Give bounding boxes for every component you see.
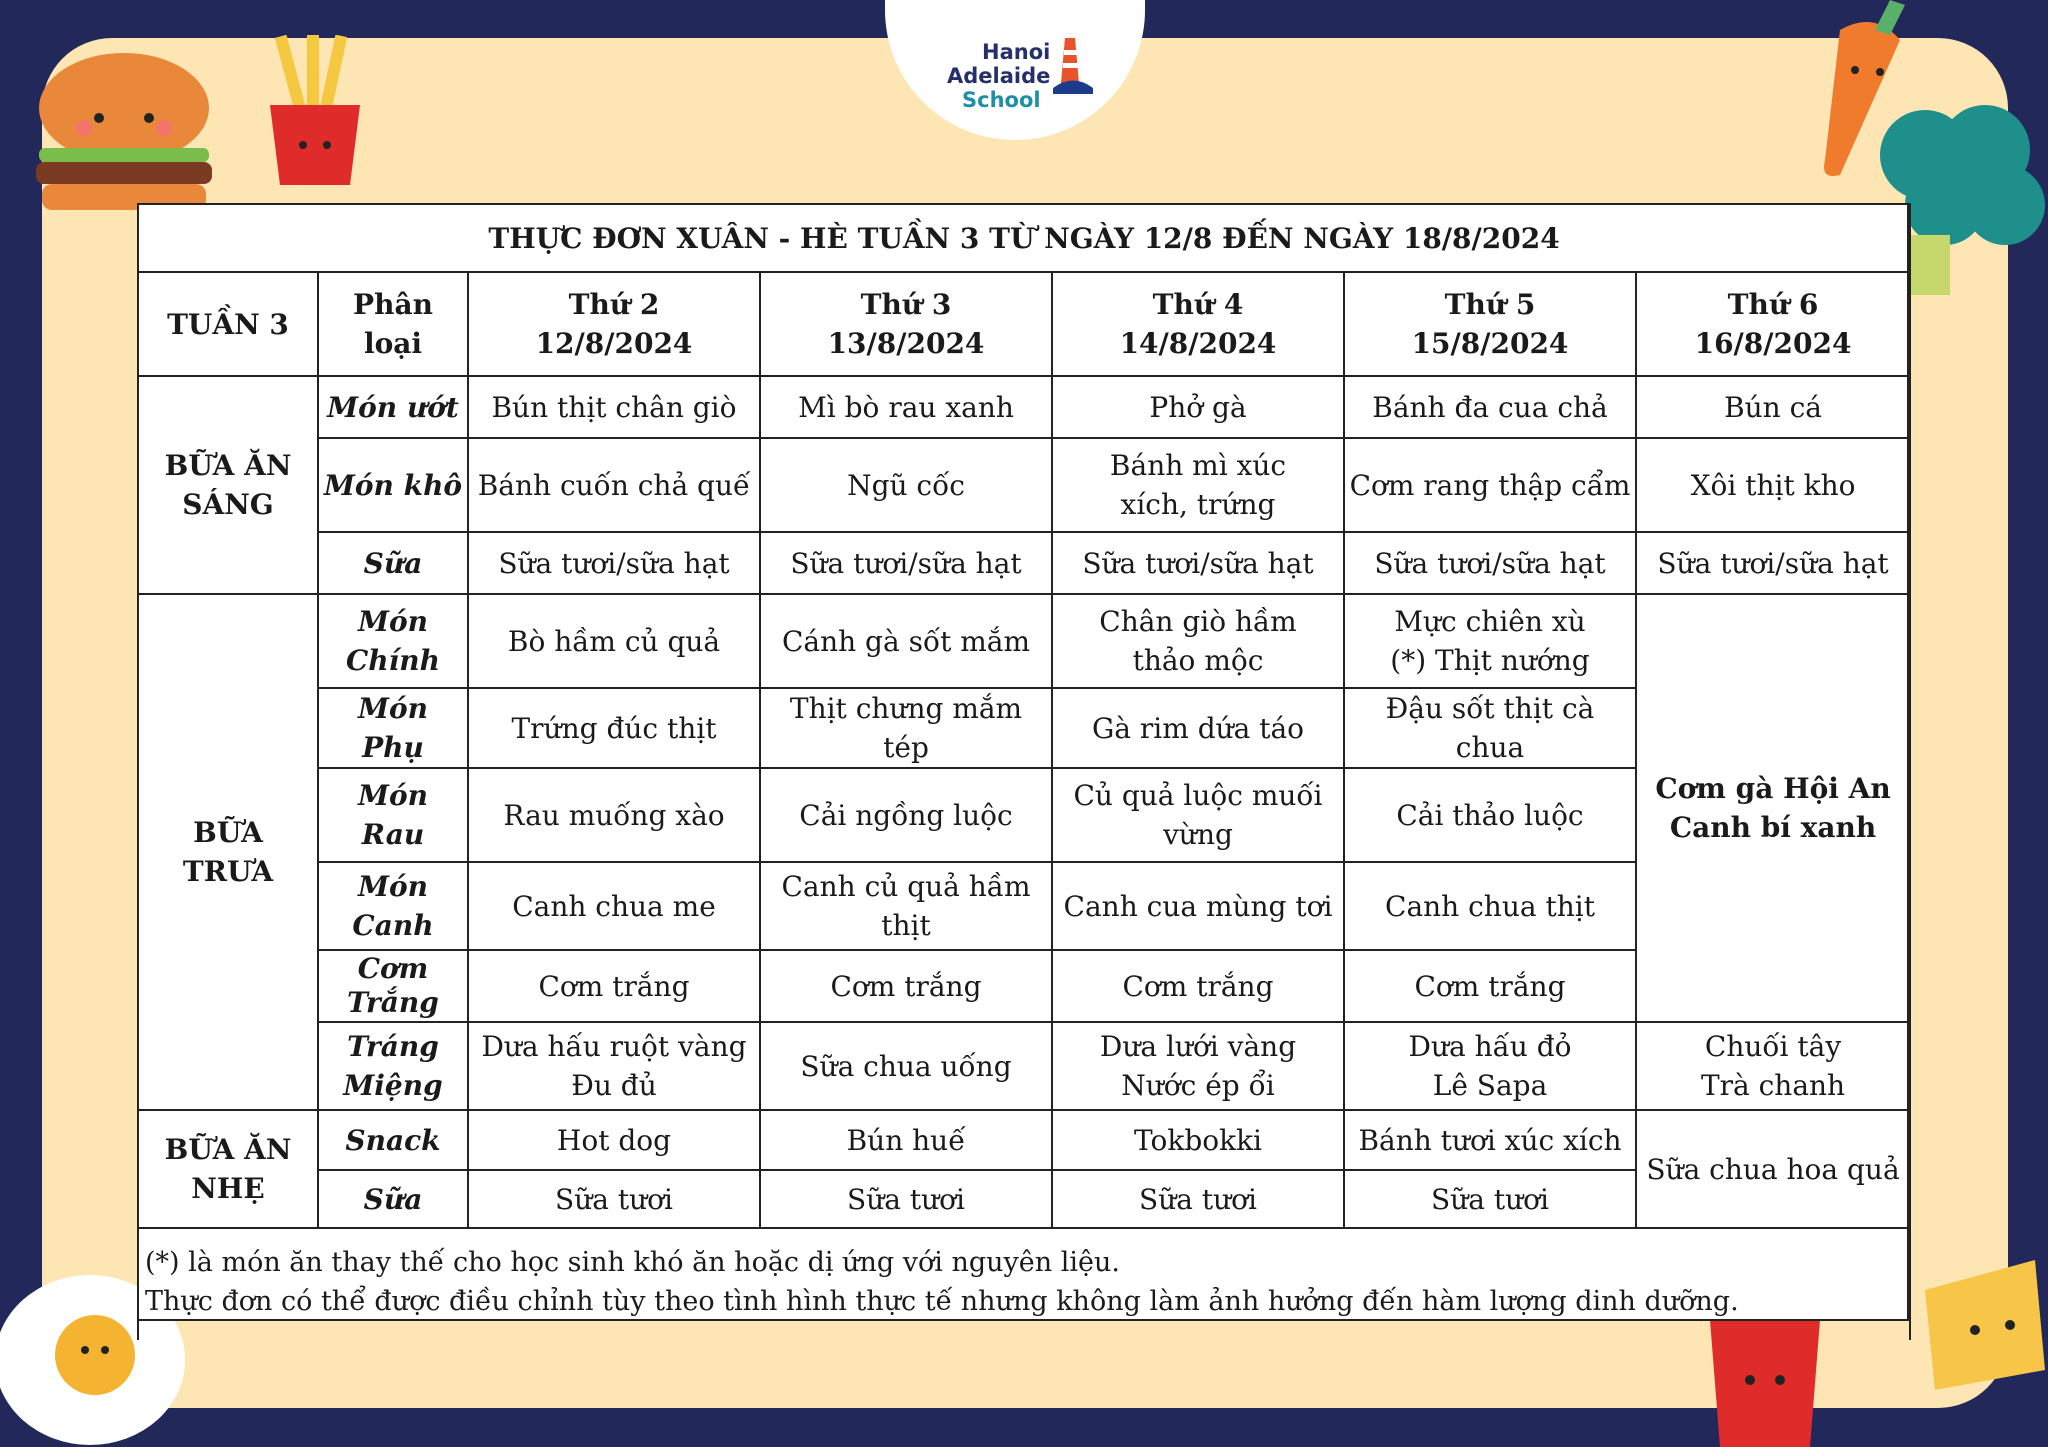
category-cell: Món Rau <box>318 768 468 862</box>
menu-cell: Mì bò rau xanh <box>760 376 1052 438</box>
category-cell: Món Phụ <box>318 688 468 768</box>
table-row <box>138 532 1910 594</box>
menu-cell: Sữa tươi/sữa hạt <box>1052 532 1344 594</box>
menu-cell: Tokbokki <box>1052 1110 1344 1170</box>
logo-text-hanoi: Hanoi <box>982 40 1051 64</box>
meal-label-lunch: BỮA TRƯA <box>138 594 318 1110</box>
menu-cell: Bánh cuốn chả quế <box>468 438 760 532</box>
menu-cell: Bún huế <box>760 1110 1052 1170</box>
menu-cell-friday-lunch: Cơm gà Hội An Canh bí xanh <box>1636 594 1910 1022</box>
category-header: Phân loại <box>318 272 468 376</box>
cheese-illustration <box>1905 1250 2048 1400</box>
menu-table-card <box>137 203 1909 1321</box>
logo-text-school: School <box>962 88 1041 112</box>
category-cell: Snack <box>318 1110 468 1170</box>
day-header: Thứ 3 13/8/2024 <box>760 272 1052 376</box>
menu-cell: Cơm trắng <box>468 950 760 1022</box>
menu-cell: Dưa hấu đỏ Lê Sapa <box>1344 1022 1636 1110</box>
note-adjustment: Thực đơn có thể được điều chỉnh tùy theo tình hình thực tế nhưng không làm ảnh hưởng đến hàm lượng dinh dưỡng. <box>145 1286 1739 1317</box>
day-header: Thứ 6 16/8/2024 <box>1636 272 1910 376</box>
menu-cell: Sữa tươi <box>468 1170 760 1228</box>
menu-table <box>137 203 1911 1340</box>
meal-label-snack: BỮA ĂN NHẸ <box>138 1110 318 1228</box>
menu-cell: Canh chua thịt <box>1344 862 1636 950</box>
menu-cell: Mực chiên xù (*) Thịt nướng <box>1344 594 1636 688</box>
menu-cell: Bò hầm củ quả <box>468 594 760 688</box>
menu-cell: Sữa tươi <box>760 1170 1052 1228</box>
category-cell: Món khô <box>318 438 468 532</box>
meal-label-breakfast: BỮA ĂN SÁNG <box>138 376 318 594</box>
category-cell: Sữa <box>318 1170 468 1228</box>
table-row <box>138 376 1910 438</box>
menu-cell: Bún thịt chân giò <box>468 376 760 438</box>
menu-cell: Bánh mì xúc xích, trứng <box>1052 438 1344 532</box>
category-cell: Sữa <box>318 532 468 594</box>
category-cell: Món Chính <box>318 594 468 688</box>
week-header: TUẦN 3 <box>138 272 318 376</box>
menu-cell: Củ quả luộc muối vừng <box>1052 768 1344 862</box>
day-header: Thứ 4 14/8/2024 <box>1052 272 1344 376</box>
burger-illustration <box>14 38 234 228</box>
menu-cell: Sữa chua uống <box>760 1022 1052 1110</box>
menu-cell: Bún cá <box>1636 376 1910 438</box>
category-cell: Tráng Miệng <box>318 1022 468 1110</box>
fries-illustration <box>245 35 385 195</box>
menu-cell: Rau muống xào <box>468 768 760 862</box>
menu-cell: Sữa tươi <box>1052 1170 1344 1228</box>
menu-cell: Cơm trắng <box>760 950 1052 1022</box>
menu-cell: Gà rim dứa táo <box>1052 688 1344 768</box>
menu-cell: Phở gà <box>1052 376 1344 438</box>
category-cell: Cơm Trắng <box>318 950 468 1022</box>
menu-cell: Cơm trắng <box>1344 950 1636 1022</box>
menu-cell: Sữa tươi <box>1344 1170 1636 1228</box>
day-header: Thứ 5 15/8/2024 <box>1344 272 1636 376</box>
table-row <box>138 438 1910 532</box>
category-cell: Món Canh <box>318 862 468 950</box>
menu-cell: Đậu sốt thịt cà chua <box>1344 688 1636 768</box>
table-row <box>138 1022 1910 1110</box>
menu-cell: Canh củ quả hầm thịt <box>760 862 1052 950</box>
menu-cell: Sữa tươi/sữa hạt <box>1344 532 1636 594</box>
menu-cell: Dưa hấu ruột vàng Đu đủ <box>468 1022 760 1110</box>
notes <box>138 1228 1910 1340</box>
day-header: Thứ 2 12/8/2024 <box>468 272 760 376</box>
category-cell: Món ướt <box>318 376 468 438</box>
menu-cell: Canh chua me <box>468 862 760 950</box>
table-row <box>138 1110 1910 1170</box>
menu-cell: Chuối tây Trà chanh <box>1636 1022 1910 1110</box>
menu-cell: Cơm trắng <box>1052 950 1344 1022</box>
note-substitute: (*) là món ăn thay thế cho học sinh khó ăn hoặc dị ứng với nguyên liệu. <box>145 1247 1120 1278</box>
menu-cell: Canh cua mùng tơi <box>1052 862 1344 950</box>
menu-cell: Sữa tươi/sữa hạt <box>760 532 1052 594</box>
menu-cell: Xôi thịt kho <box>1636 438 1910 532</box>
menu-cell: Cánh gà sốt mắm <box>760 594 1052 688</box>
menu-cell: Sữa tươi/sữa hạt <box>468 532 760 594</box>
lighthouse-icon <box>1053 28 1093 98</box>
logo-text-adelaide: Adelaide <box>947 64 1051 88</box>
menu-cell: Cải ngồng luộc <box>760 768 1052 862</box>
menu-cell: Bánh đa cua chả <box>1344 376 1636 438</box>
header-row <box>138 272 1910 376</box>
menu-title: THỰC ĐƠN XUÂN - HÈ TUẦN 3 TỪ NGÀY 12/8 ĐẾN NGÀY 18/8/2024 <box>138 204 1910 272</box>
menu-cell: Bánh tươi xúc xích <box>1344 1110 1636 1170</box>
menu-cell: Hot dog <box>468 1110 760 1170</box>
menu-cell: Thịt chưng mắm tép <box>760 688 1052 768</box>
menu-cell: Dưa lưới vàng Nước ép ổi <box>1052 1022 1344 1110</box>
menu-cell: Chân giò hầm thảo mộc <box>1052 594 1344 688</box>
table-row <box>138 594 1910 688</box>
menu-cell: Cơm rang thập cẩm <box>1344 438 1636 532</box>
menu-cell: Ngũ cốc <box>760 438 1052 532</box>
menu-cell: Sữa tươi/sữa hạt <box>1636 532 1910 594</box>
menu-cell: Trứng đúc thịt <box>468 688 760 768</box>
menu-cell: Cải thảo luộc <box>1344 768 1636 862</box>
menu-cell-friday-snack: Sữa chua hoa quả <box>1636 1110 1910 1228</box>
